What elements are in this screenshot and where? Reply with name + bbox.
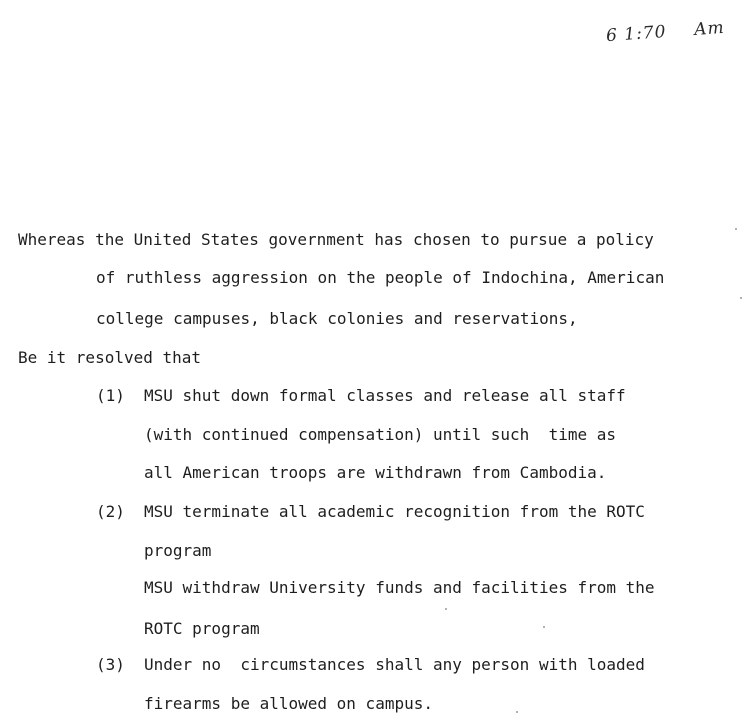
item-2-line-1: MSU terminate all academic recognition from the ROTC [144,502,645,521]
scan-speck [516,711,518,713]
item-2-line-3: MSU withdraw University funds and facilities from the [144,578,655,597]
item-2-number: (2) [96,502,125,521]
scan-speck [543,626,545,628]
item-1-number: (1) [96,386,125,405]
scan-speck [740,297,742,299]
preamble-line-1: Whereas the United States government has chosen to pursue a policy [18,230,654,249]
item-3-line-1: Under no circumstances shall any person with loaded [144,655,645,674]
item-1-line-2: (with continued compensation) until such time as [144,425,617,444]
resolved-heading: Be it resolved that [18,348,202,367]
scan-speck [735,228,737,230]
handwritten-note [605,18,725,46]
item-2-line-2: program [144,541,212,560]
preamble-line-3: college campuses, black colonies and reservations, [96,309,578,328]
handwritten-initials: Am [693,17,726,40]
preamble-line-2: of ruthless aggression on the people of Indochina, American [96,268,665,287]
item-3-number: (3) [96,655,125,674]
item-2-line-4: ROTC program [144,619,260,638]
item-1-line-1: MSU shut down formal classes and release all staff [144,386,626,405]
scan-speck [445,608,447,610]
item-1-line-3: all American troops are withdrawn from Cambodia. [144,463,607,482]
handwritten-date: 6 1:70 [605,21,668,47]
item-3-line-2: firearms be allowed on campus. [144,694,433,713]
